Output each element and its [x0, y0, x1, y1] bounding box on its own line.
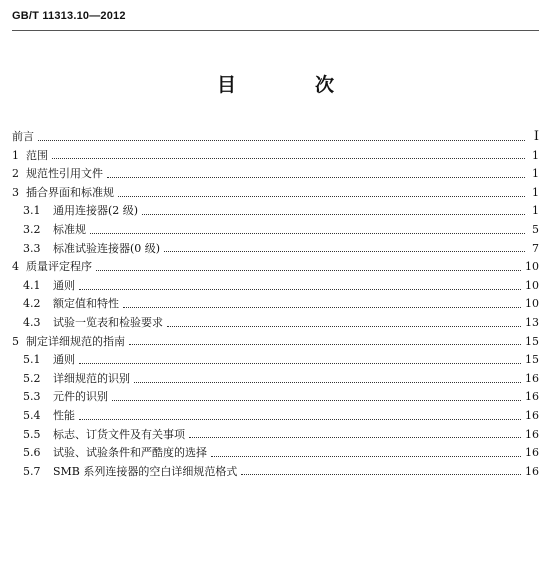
toc-entry-page: 10: [525, 297, 539, 311]
toc-entry-label: 通则: [53, 353, 75, 367]
toc-entry-label: 试验、试验条件和严酷度的选择: [53, 446, 207, 460]
toc-entry-label: 质量评定程序: [26, 260, 92, 274]
toc-entry-page: 16: [525, 408, 539, 422]
toc-entry-page: 15: [525, 334, 539, 348]
toc-dot-leader: [79, 411, 521, 420]
header-rule: [12, 30, 539, 31]
toc-entry-number: 2: [12, 167, 19, 181]
toc-entry[interactable]: [12, 314, 539, 333]
toc-entry-page: 1: [532, 185, 539, 199]
toc-entry-page: 10: [525, 278, 539, 292]
toc-entry-number: 3: [12, 185, 19, 199]
toc-entry-page: 16: [525, 390, 539, 404]
toc-entry-number: 5.1: [23, 353, 41, 367]
toc-entry-page: 15: [525, 353, 539, 367]
toc-entry-page: 16: [525, 446, 539, 460]
toc-entry-page: 1: [532, 148, 539, 162]
toc-dot-leader: [129, 336, 521, 345]
toc-dot-leader: [189, 429, 521, 438]
toc-entry[interactable]: [12, 165, 539, 184]
toc-entry[interactable]: [12, 463, 539, 482]
toc-entry[interactable]: [12, 444, 539, 463]
standard-code: GB/T 11313.10—2012: [12, 10, 126, 22]
toc-entry-number: 5.2: [23, 371, 41, 385]
toc-entry-label: 额定值和特性: [53, 297, 119, 311]
toc-entry[interactable]: [12, 258, 539, 277]
toc-entry-number: 4.1: [23, 278, 41, 292]
toc-entry-page: 10: [525, 260, 539, 274]
toc-entry-label: 标准试验连接器(0 级): [53, 241, 161, 255]
toc-entry-page: 7: [532, 241, 539, 255]
toc-dot-leader: [90, 225, 525, 234]
toc-entry-label: 范围: [26, 148, 48, 162]
toc-entry-number: 3.1: [23, 204, 41, 218]
toc-dot-leader: [211, 448, 521, 457]
toc-dot-leader: [79, 355, 521, 364]
toc-dot-leader: [134, 374, 521, 383]
toc-entry-label: 插合界面和标准规: [26, 185, 114, 199]
toc-entry-page: 5: [532, 222, 539, 236]
toc-entry[interactable]: [12, 351, 539, 370]
toc-entry-label: SMB 系列连接器的空白详细规范格式: [53, 464, 238, 478]
toc-entry-label: 规范性引用文件: [26, 167, 103, 181]
toc-entry-number: 5.4: [23, 408, 41, 422]
toc-dot-leader: [96, 262, 521, 271]
toc-entry-number: 5.5: [23, 427, 41, 441]
toc-entry[interactable]: [12, 333, 539, 352]
toc-entry-label: 标志、订货文件及有关事项: [53, 427, 185, 441]
toc-entry-page: 1: [532, 167, 539, 181]
toc-dot-leader: [241, 466, 521, 475]
toc-entry-number: 5.6: [23, 446, 41, 460]
toc-entry[interactable]: [12, 407, 539, 426]
toc-entry-number: 3.2: [23, 222, 41, 236]
toc-dot-leader: [164, 243, 525, 252]
toc-entry-number: 4.2: [23, 297, 41, 311]
toc-entry[interactable]: [12, 184, 539, 203]
toc-dot-leader: [123, 299, 521, 308]
toc-entry-label: 详细规范的识别: [53, 371, 130, 385]
toc-entry[interactable]: [12, 370, 539, 389]
toc-entry-page: 16: [525, 464, 539, 478]
table-of-contents: [12, 128, 539, 481]
toc-entry-label: 性能: [53, 408, 75, 422]
toc-entry-page: 1: [532, 204, 539, 218]
toc-dot-leader: [118, 188, 525, 197]
toc-entry-label: 通则: [53, 278, 75, 292]
toc-entry-number: 5.3: [23, 390, 41, 404]
toc-entry-number: 5: [12, 334, 19, 348]
toc-entry-number: 3.3: [23, 241, 41, 255]
toc-entry-page: 16: [525, 427, 539, 441]
toc-entry[interactable]: [12, 240, 539, 259]
toc-entry-page: Ⅰ: [533, 129, 539, 144]
toc-dot-leader: [79, 281, 521, 290]
toc-dot-leader: [107, 169, 525, 178]
toc-entry-label: 前言: [12, 130, 34, 143]
toc-dot-leader: [112, 392, 521, 401]
toc-entry-page: 13: [525, 315, 539, 329]
toc-entry-number: 5.7: [23, 464, 41, 478]
toc-entry-page: 16: [525, 371, 539, 385]
toc-entry-label: 标准规: [53, 222, 86, 236]
toc-entry[interactable]: [12, 295, 539, 314]
toc-entry[interactable]: [12, 128, 539, 147]
toc-dot-leader: [167, 318, 521, 327]
toc-entry-label: 通用连接器(2 级): [53, 204, 139, 218]
toc-dot-leader: [142, 206, 525, 215]
toc-dot-leader: [38, 132, 525, 141]
toc-entry-number: 1: [12, 148, 19, 162]
toc-entry-label: 元件的识别: [53, 390, 108, 404]
toc-entry[interactable]: [12, 147, 539, 166]
page-title: 目 次: [216, 74, 364, 96]
toc-entry[interactable]: [12, 202, 539, 221]
toc-entry[interactable]: [12, 221, 539, 240]
toc-entry[interactable]: [12, 277, 539, 296]
toc-entry-label: 试验一览表和检验要求: [53, 315, 163, 329]
toc-entry-number: 4: [12, 260, 19, 274]
toc-entry-label: 制定详细规范的指南: [26, 334, 125, 348]
toc-entry-number: 4.3: [23, 315, 41, 329]
toc-entry[interactable]: [12, 426, 539, 445]
toc-entry[interactable]: [12, 388, 539, 407]
toc-dot-leader: [52, 150, 525, 159]
